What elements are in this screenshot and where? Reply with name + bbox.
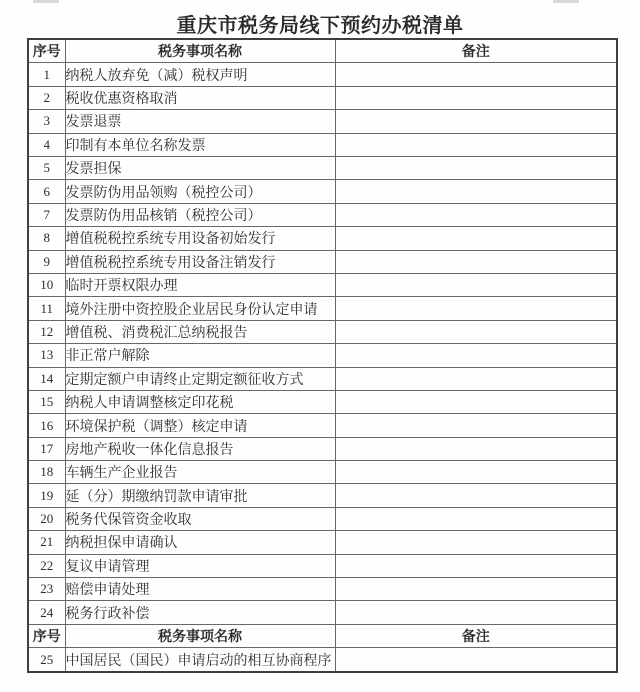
row-number-cell: 5 [28,157,65,180]
page-title: 重庆市税务局线下预约办税清单 [176,15,464,37]
table-row [28,320,617,343]
table-row [28,601,617,624]
item-name-cell: 增值税、消费税汇总纳税报告 [65,320,335,343]
item-name-cell: 纳税人放弃免（减）税权声明 [65,63,335,86]
item-name-cell: 延（分）期缴纳罚款申请审批 [65,484,335,507]
item-name-cell: 发票防伪用品领购（税控公司） [65,180,335,203]
remark-cell [335,578,617,601]
item-name-cell: 发票担保 [65,157,335,180]
remark-cell [335,86,617,109]
table-row [28,507,617,530]
item-name-cell: 房地产税收一体化信息报告 [65,437,335,460]
item-name-cell: 发票防伪用品核销（税控公司） [65,203,335,226]
row-number-cell: 3 [28,110,65,133]
row-number-cell: 23 [28,578,65,601]
column-header-remark: 备注 [335,624,617,647]
remark-cell [335,227,617,250]
remark-cell [335,648,617,672]
table-row [28,86,617,109]
table-row [28,344,617,367]
item-name-cell: 定期定额户申请终止定期定额征收方式 [65,367,335,390]
table-row [28,554,617,577]
remark-cell [335,110,617,133]
remark-cell [335,367,617,390]
remark-cell [335,273,617,296]
table-row [28,297,617,320]
row-number-cell: 12 [28,320,65,343]
item-name-cell: 税务行政补偿 [65,601,335,624]
item-name-cell: 纳税人申请调整核定印花税 [65,390,335,413]
row-number-cell: 25 [28,648,65,672]
table-row [28,531,617,554]
row-number-cell: 8 [28,227,65,250]
item-name-cell: 临时开票权限办理 [65,273,335,296]
row-number-cell: 22 [28,554,65,577]
table-row [28,63,617,86]
item-name-cell: 复议申请管理 [65,554,335,577]
remark-cell [335,297,617,320]
header-row [28,624,617,647]
row-number-cell: 19 [28,484,65,507]
row-number-cell: 4 [28,133,65,156]
header-row [28,39,617,63]
remark-cell [335,601,617,624]
table-row [28,180,617,203]
row-number-cell: 9 [28,250,65,273]
remark-cell [335,554,617,577]
item-name-cell: 印制有本单位名称发票 [65,133,335,156]
row-number-cell: 15 [28,390,65,413]
row-number-cell: 24 [28,601,65,624]
table-row [28,578,617,601]
remark-cell [335,63,617,86]
row-number-cell: 13 [28,344,65,367]
remark-cell [335,320,617,343]
remark-cell [335,390,617,413]
remark-cell [335,461,617,484]
table-row [28,157,617,180]
table-row [28,484,617,507]
item-name-cell: 中国居民（国民）申请启动的相互协商程序 [65,648,335,672]
remark-cell [335,484,617,507]
table-row [28,133,617,156]
remark-cell [335,133,617,156]
item-name-cell: 车辆生产企业报告 [65,461,335,484]
item-name-cell: 赔偿申请处理 [65,578,335,601]
item-name-cell: 境外注册中资控股企业居民身份认定申请 [65,297,335,320]
remark-cell [335,414,617,437]
item-name-cell: 非正常户解除 [65,344,335,367]
item-name-cell: 发票退票 [65,110,335,133]
column-header-name: 税务事项名称 [65,39,335,63]
table-row [28,250,617,273]
row-number-cell: 6 [28,180,65,203]
row-number-cell: 20 [28,507,65,530]
table-row [28,227,617,250]
row-number-cell: 18 [28,461,65,484]
scan-edge-artifact-right [553,0,579,3]
remark-cell [335,531,617,554]
remark-cell [335,180,617,203]
remark-cell [335,437,617,460]
item-name-cell: 增值税税控系统专用设备初始发行 [65,227,335,250]
table-row [28,273,617,296]
row-number-cell: 16 [28,414,65,437]
remark-cell [335,344,617,367]
table-row [28,390,617,413]
row-number-cell: 17 [28,437,65,460]
column-header-no: 序号 [28,39,65,63]
column-header-remark: 备注 [335,39,617,63]
table-row [28,203,617,226]
item-name-cell: 税务代保管资金收取 [65,507,335,530]
table-row [28,648,617,672]
item-name-cell: 环境保护税（调整）核定申请 [65,414,335,437]
row-number-cell: 7 [28,203,65,226]
item-name-cell: 税收优惠资格取消 [65,86,335,109]
table-row [28,461,617,484]
table-row [28,414,617,437]
scan-edge-artifact-left [33,0,59,3]
row-number-cell: 14 [28,367,65,390]
table-row [28,110,617,133]
table-row [28,367,617,390]
row-number-cell: 10 [28,273,65,296]
remark-cell [335,157,617,180]
tax-items-table [27,38,618,673]
row-number-cell: 1 [28,63,65,86]
remark-cell [335,250,617,273]
item-name-cell: 增值税税控系统专用设备注销发行 [65,250,335,273]
row-number-cell: 11 [28,297,65,320]
remark-cell [335,507,617,530]
row-number-cell: 21 [28,531,65,554]
column-header-name: 税务事项名称 [65,624,335,647]
table-row [28,437,617,460]
remark-cell [335,203,617,226]
column-header-no: 序号 [28,624,65,647]
item-name-cell: 纳税担保申请确认 [65,531,335,554]
row-number-cell: 2 [28,86,65,109]
